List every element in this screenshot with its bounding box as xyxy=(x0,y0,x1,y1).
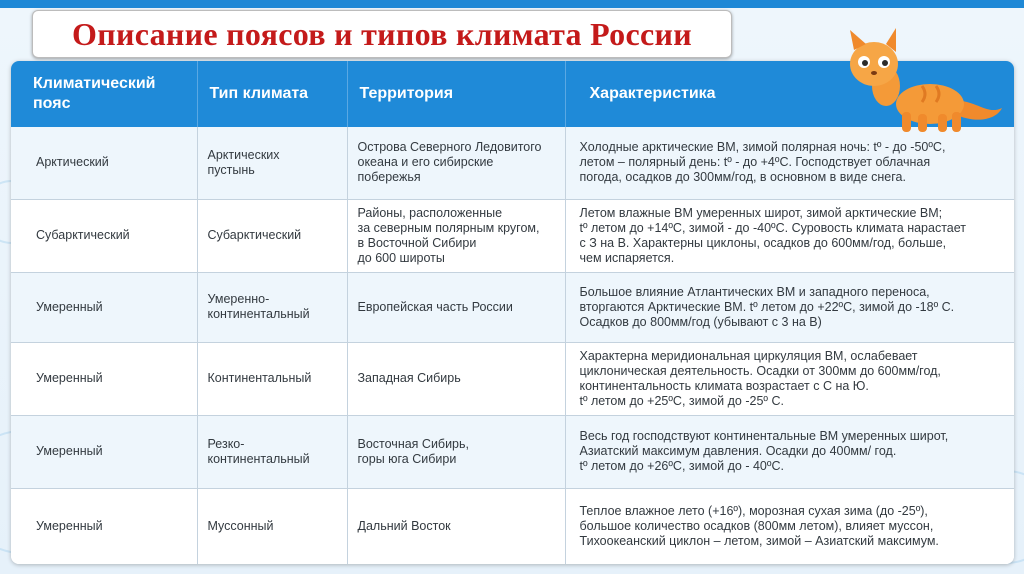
cell-description: Характерна меридиональная циркуляция ВМ, ослабевает циклоническая деятельность. Осадки от 300мм до 600мм/год, континентальность климата возрастает с С на Ю. tº летом до +25ºС, зимой до -25º С. xyxy=(565,342,1014,415)
top-accent-bar xyxy=(0,0,1024,8)
table-row xyxy=(11,199,1014,272)
cell-type: Резко- континентальный xyxy=(197,415,347,488)
cell-territory: Западная Сибирь xyxy=(347,342,565,415)
table-row xyxy=(11,488,1014,564)
table-row xyxy=(11,342,1014,415)
header-territory: Территория xyxy=(347,61,565,127)
cell-belt: Умеренный xyxy=(11,272,197,342)
cell-belt: Умеренный xyxy=(11,415,197,488)
cell-belt: Арктический xyxy=(11,127,197,199)
cell-belt: Умеренный xyxy=(11,342,197,415)
cell-type: Субарктический xyxy=(197,199,347,272)
cell-description: Большое влияние Атлантических ВМ и западного переноса, вторгаются Арктические ВМ. tº летом до +22ºС, зимой до -18º С. Осадков до 800мм/год (убывают с 3 на В) xyxy=(565,272,1014,342)
cell-description: Летом влажные ВМ умеренных широт, зимой арктические ВМ; tº летом до +14ºС, зимой - до -40ºС. Суровость климата нарастает с З на В. Характерны циклоны, осадков до 600мм/год, больше, чем испаряется. xyxy=(565,199,1014,272)
slide-title-box xyxy=(32,10,732,58)
slide-title: Описание поясов и типов климата России xyxy=(72,15,692,52)
cell-type: Муссонный xyxy=(197,488,347,564)
cell-territory: Дальний Восток xyxy=(347,488,565,564)
table-row xyxy=(11,415,1014,488)
cell-territory: Районы, расположенные за северным полярным кругом, в Восточной Сибири до 600 широты xyxy=(347,199,565,272)
cell-type: Умеренно- континентальный xyxy=(197,272,347,342)
cell-belt: Умеренный xyxy=(11,488,197,564)
cell-description: Теплое влажное лето (+16º), морозная сухая зима (до -25º), большое количество осадков (800мм летом), влияет муссон, Тихоокеанский циклон – летом, зимой – Азиатский максимум. xyxy=(565,488,1014,564)
cell-territory: Острова Северного Ледовитого океана и его сибирские побережья xyxy=(347,127,565,199)
cell-belt: Субарктический xyxy=(11,199,197,272)
header-characteristic: Характеристика xyxy=(565,61,1014,127)
cell-territory: Европейская часть России xyxy=(347,272,565,342)
table-row xyxy=(11,272,1014,342)
cat-illustration-icon xyxy=(826,28,1006,138)
header-climate-belt: Климатический пояс xyxy=(11,61,197,127)
header-climate-type: Тип климата xyxy=(197,61,347,127)
cell-description: Весь год господствуют континентальные ВМ умеренных широт, Азиатский максимум давления. Осадки до 400мм/ год. tº летом до +26ºС, зимой до - 40ºС. xyxy=(565,415,1014,488)
cell-description: Холодные арктические ВМ, зимой полярная ночь: tº - до -50ºС, летом – полярный день: tº - до +4ºС. Господствует облачная погода, осадков до 300мм/год, в основном в виде снега. xyxy=(565,127,1014,199)
cell-territory: Восточная Сибирь, горы юга Сибири xyxy=(347,415,565,488)
cell-type: Арктических пустынь xyxy=(197,127,347,199)
cell-type: Континентальный xyxy=(197,342,347,415)
